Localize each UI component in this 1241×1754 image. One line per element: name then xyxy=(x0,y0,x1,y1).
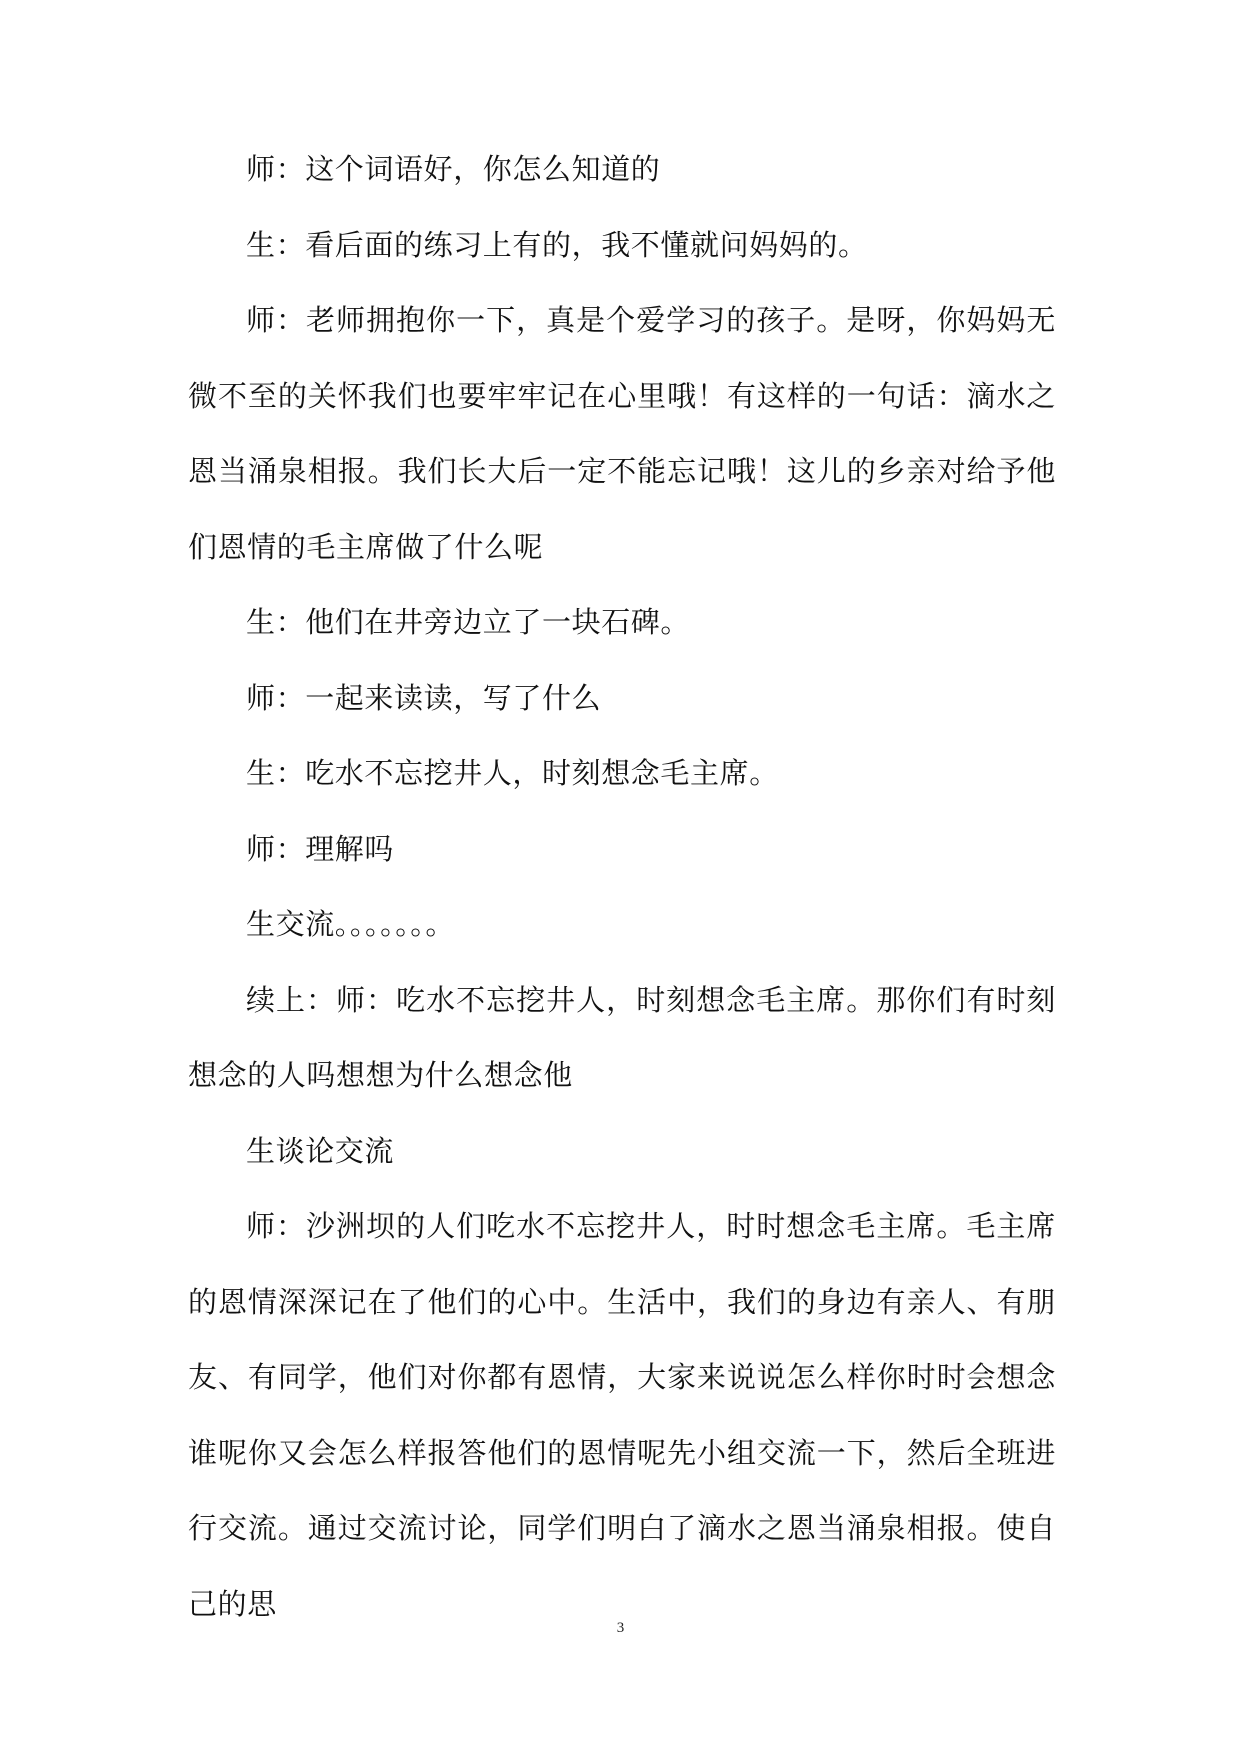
paragraph-10: 生谈论交流 xyxy=(246,1133,395,1168)
paragraph-4: 生：他们在井旁边立了一块石碑。 xyxy=(246,605,691,639)
paragraph-2: 生：看后面的练习上有的，我不懂就问妈妈的。 xyxy=(246,227,868,262)
paragraph-11: 师：沙洲坝的人们吃水不忘挖井人，时时想念毛主席。毛主席的恩情深深记在了他们的心中。生活中，我们的身边有亲人、有朋友、有同学，他们对你都有恩情，大家来说说怎么样你时时会想念谁呢你又会怎么样报答他们的恩情呢先小组交流一下，然后全班进行交流。通过交流讨论，同学们明白了滴水之恩当涌泉相报。使自己的思 xyxy=(188,1209,1056,1621)
paragraph-5: 师：一起来读读，写了什么 xyxy=(246,680,602,715)
paragraph-8: 生交流。。。。。。。 xyxy=(246,907,456,941)
paragraph-9: 续上：师：吃水不忘挖井人，时刻想念毛主席。那你们有时刻想念的人吗想想为什么想念他 xyxy=(188,982,1056,1092)
paragraph-6: 生：吃水不忘挖井人，时刻想念毛主席。 xyxy=(246,756,779,790)
paragraph-7: 师：理解吗 xyxy=(246,831,395,866)
paragraph-1: 师：这个词语好，你怎么知道的 xyxy=(246,152,661,186)
page-number: 3 xyxy=(616,1620,625,1636)
paragraph-3: 师：老师拥抱你一下，真是个爱学习的孩子。是呀，你妈妈无微不至的关怀我们也要牢牢记在心里哦！有这样的一句话：滴水之恩当涌泉相报。我们长大后一定不能忘记哦！这儿的乡亲对给予他们恩情的毛主席做了什么呢 xyxy=(188,303,1056,564)
body-text xyxy=(188,132,1056,1642)
